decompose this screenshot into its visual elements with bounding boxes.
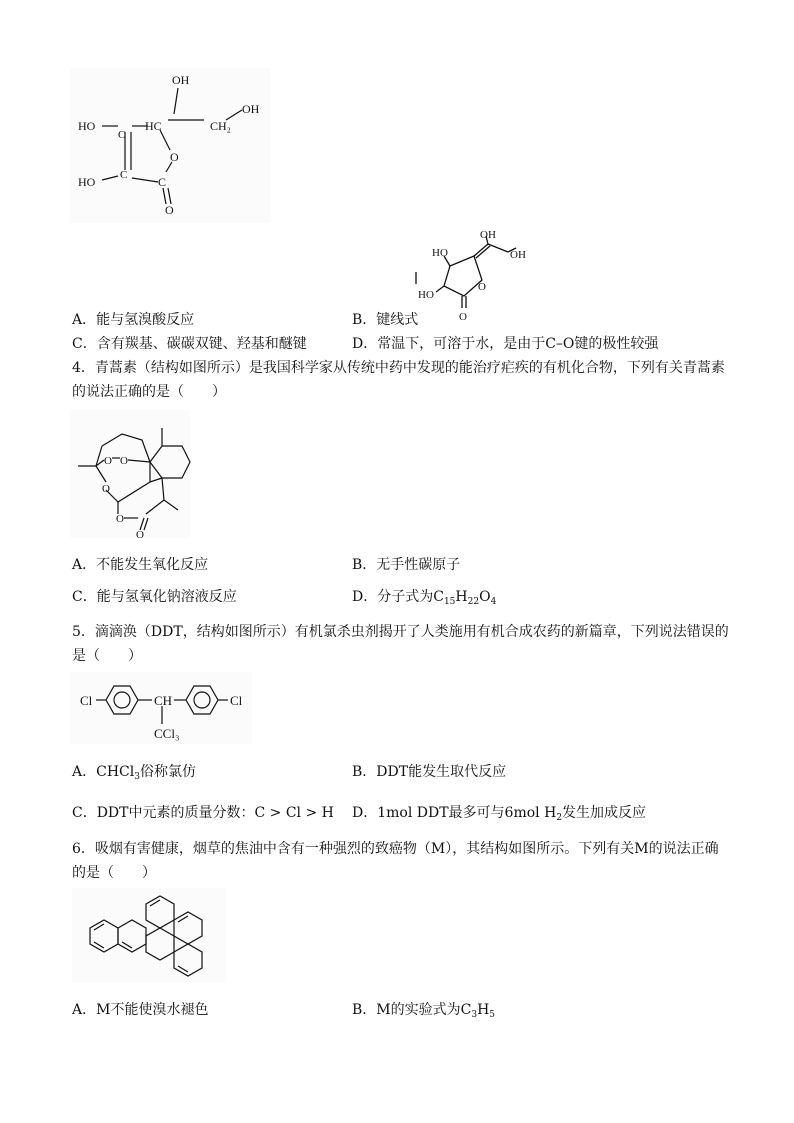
label-c-left-top: C	[118, 129, 126, 141]
formula-c: C	[460, 1002, 472, 1018]
q4-stem-line1: 4．青蒿素（结构如图所示）是我国科学家从传统中药中发现的能治疗疟疾的有机化合物，下列有关青蒿素	[72, 360, 725, 376]
q6-option-b-prefix: B．M的实验式为	[352, 1002, 461, 1018]
label-cl-left: Cl	[80, 693, 93, 708]
q4-option-d-prefix: D．分子式为	[352, 589, 434, 605]
formula-h: H	[455, 589, 468, 605]
label-o-ring: O	[170, 150, 179, 164]
q3-option-a: A．能与氢溴酸反应	[72, 312, 195, 328]
label-o-3: O	[102, 483, 110, 495]
q5-option-a-suffix: 俗称氯仿	[139, 764, 196, 780]
label-ho-left-top: HO	[432, 247, 448, 259]
formula-h-count: 5	[489, 1010, 496, 1020]
q5-option-a	[72, 762, 196, 782]
formula-c-count: 3	[471, 1010, 478, 1020]
label-o-4: O	[116, 513, 124, 525]
label-oh-right: OH	[242, 102, 260, 116]
label-ho-upper: HO	[78, 119, 96, 133]
ddt-structure	[70, 672, 260, 746]
formula-h: H	[477, 1002, 490, 1018]
label-ho-lower: HO	[78, 175, 96, 189]
label-oh-right: OH	[510, 249, 526, 261]
q5-stem-line1: 5．滴滴涣（DDT，结构如图所示）有机氯杀虫剂揭开了人类施用有机合成农药的新篇章，下列说法错误的	[72, 624, 729, 640]
label-o-2: O	[120, 455, 128, 467]
q4-option-a: A．不能发生氧化反应	[72, 557, 209, 573]
label-oh-top: OH	[172, 73, 190, 87]
formula-chcl: CHCl	[96, 764, 135, 780]
q6-stem-line1: 6．吸烟有害健康，烟草的焦油中含有一种强烈的致癌物（M），其结构如图所示。下列有关M的说法正确	[72, 841, 719, 857]
q4-option-b: B．无手性碳原子	[352, 557, 461, 573]
formula-h-count: 22	[467, 597, 480, 607]
q5-option-a-prefix: A．	[72, 764, 97, 780]
label-cl-right: Cl	[230, 693, 243, 708]
label-o-1: O	[104, 455, 112, 467]
formula-c: C	[433, 589, 444, 605]
q5-option-d-prefix: D．1mol DDT最多可与6mol H	[352, 805, 557, 821]
artemisinin-structure	[70, 410, 200, 540]
label-o-carbonyl: O	[165, 203, 174, 217]
formula-o-count: 4	[490, 597, 497, 607]
label-c-carbonyl: C	[158, 175, 167, 189]
formula-h2-count: 2	[556, 813, 563, 823]
q4-option-d	[352, 587, 496, 607]
q6-stem-line2: 的是（ ）	[72, 865, 156, 881]
q4-stem-line2: 的说法正确的是（ ）	[72, 384, 226, 400]
q4-option-c: C．能与氢氧化钠溶液反应	[72, 589, 237, 605]
label-o-5: O	[136, 529, 144, 541]
benzopyrene-structure	[72, 888, 232, 984]
q5-stem-line2: 是（ ）	[72, 648, 142, 664]
skeletal-formula-structure	[412, 228, 542, 328]
label-ccl3: CCl₃	[154, 726, 180, 741]
label-oh-top: OH	[480, 229, 496, 241]
ascorbic-acid-structure	[70, 68, 290, 228]
q3-option-d: D．常温下，可溶于水，是由于C–O键的极性较强	[352, 336, 659, 352]
q3-option-c: C．含有羰基、碳碳双键、羟基和醚键	[72, 336, 307, 352]
formula-c-count: 15	[443, 597, 456, 607]
label-o-ring: O	[478, 281, 486, 293]
q5-option-c: C．DDT中元素的质量分数：C > Cl > H	[72, 805, 334, 821]
q6-option-b	[352, 1000, 495, 1020]
formula-o: O	[479, 589, 491, 605]
q5-option-d	[352, 803, 646, 823]
label-c-left-bottom: C	[120, 169, 128, 181]
label-ho-left-bottom: HO	[418, 289, 434, 301]
q6-option-a: A．M不能使溴水褪色	[72, 1002, 209, 1018]
q3-option-b: B．键线式	[352, 312, 419, 328]
formula-chcl-count: 3	[134, 772, 140, 782]
label-ch-center: CH	[154, 693, 173, 708]
label-o-carbonyl: O	[459, 311, 467, 323]
q5-option-b: B．DDT能发生取代反应	[352, 764, 507, 780]
label-hc: HC	[145, 119, 162, 133]
label-ch2: CH₂	[210, 119, 231, 133]
q5-option-d-suffix: 发生加成反应	[562, 805, 647, 821]
